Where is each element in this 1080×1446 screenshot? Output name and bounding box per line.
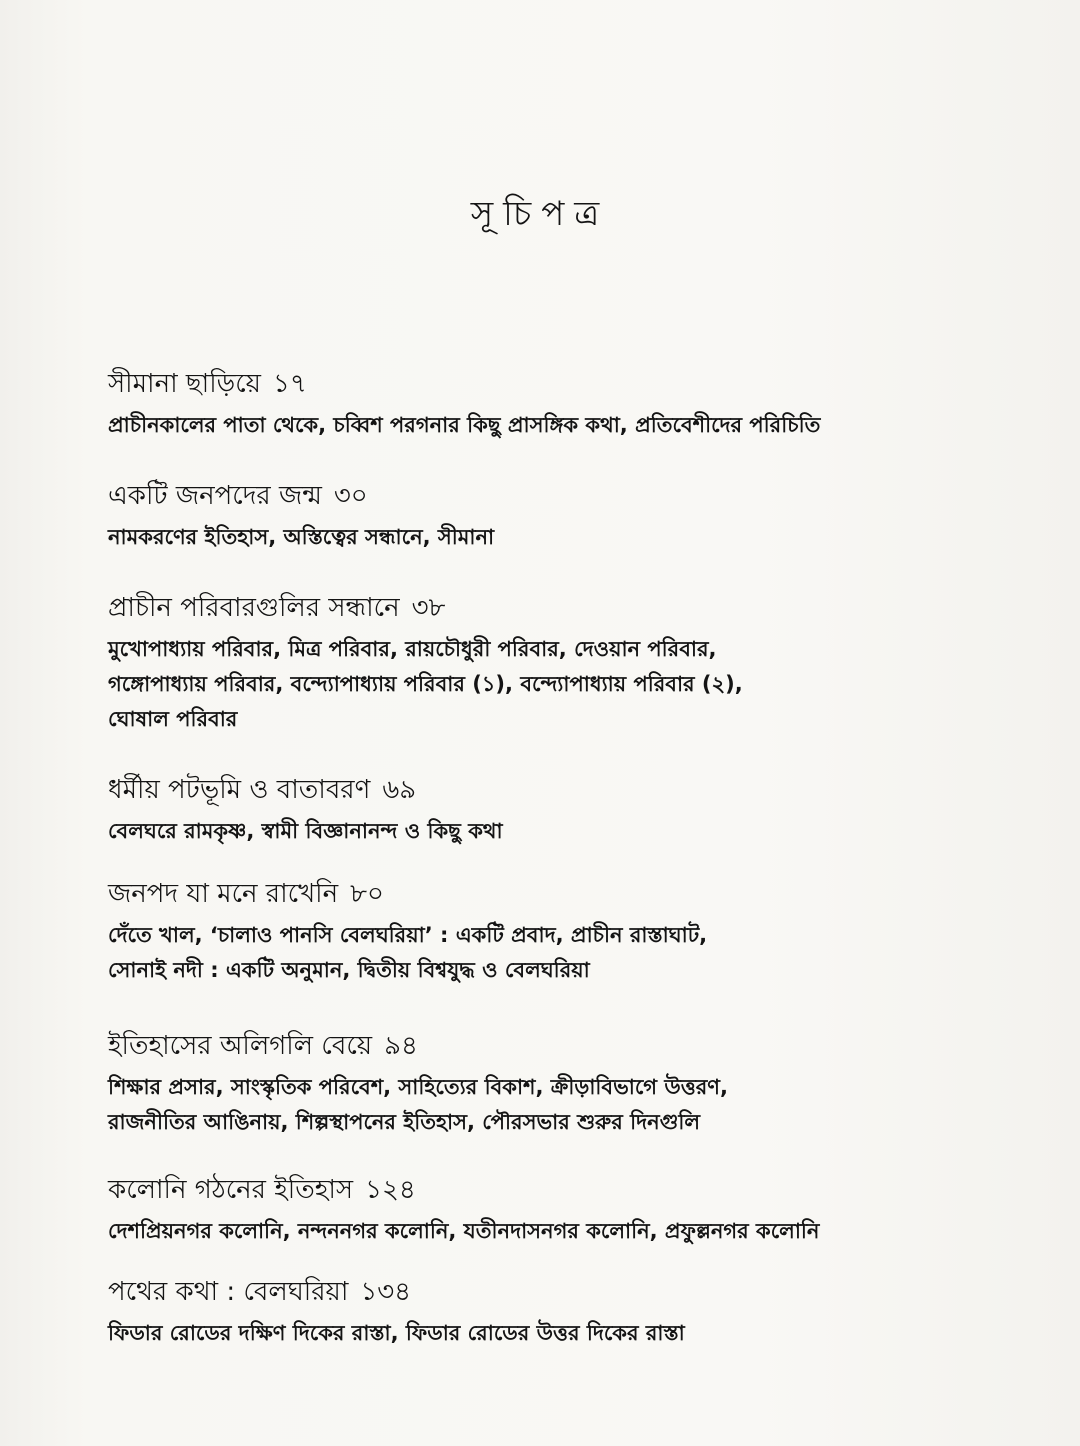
chapter-title: পথের কথা : বেলঘরিয়া [108, 1277, 349, 1307]
chapter-heading [108, 772, 1008, 808]
chapter-title: ধর্মীয় পটভূমি ও বাতাবরণ [108, 775, 371, 805]
chapter-heading [108, 590, 1008, 626]
subtopic-line: মুখোপাধ্যায় পরিবার, মিত্র পরিবার, রায়চৌধুরী পরিবার, দেওয়ান পরিবার, [108, 637, 717, 661]
chapter-page-number: ১৩৪ [360, 1277, 412, 1307]
chapter-page-number: ৬৯ [382, 775, 417, 805]
toc-entry [108, 590, 1008, 737]
chapter-title: একটি জনপদের জন্ম [108, 481, 322, 511]
subtopic-line: গঙ্গোপাধ্যায় পরিবার, বন্দ্যোপাধ্যায় পরিবার (১), বন্দ্যোপাধ্যায় পরিবার (২), [108, 672, 743, 696]
subtopic-line: ফিডার রোডের দক্ষিণ দিকের রাস্তা, ফিডার রোডের উত্তর দিকের রাস্তা [108, 1321, 685, 1345]
toc-entry [108, 772, 1008, 849]
chapter-subtopics [108, 408, 1008, 443]
page-title: সূচিপত্র [470, 194, 610, 234]
chapter-page-number: ৩৮ [411, 593, 446, 623]
subtopic-line: ঘোষাল পরিবার [108, 707, 238, 731]
chapter-subtopics [108, 814, 1008, 849]
chapter-title: প্রাচীন পরিবারগুলির সন্ধানে [108, 593, 400, 623]
subtopic-line: দেশপ্রিয়নগর কলোনি, নন্দননগর কলোনি, যতীনদাসনগর কলোনি, প্রফুল্লনগর কলোনি [108, 1219, 820, 1243]
toc-entry [108, 366, 1008, 443]
chapter-page-number: ১২৪ [365, 1175, 416, 1205]
chapter-subtopics [108, 632, 1008, 737]
toc-entry [108, 1172, 1008, 1249]
chapter-subtopics [108, 520, 1008, 555]
subtopic-line: বেলঘরে রামকৃষ্ণ, স্বামী বিজ্ঞানানন্দ ও কিছু কথা [108, 819, 503, 843]
chapter-heading [108, 1172, 1008, 1208]
subtopic-line: প্রাচীনকালের পাতা থেকে, চব্বিশ পরগনার কিছু প্রাসঙ্গিক কথা, প্রতিবেশীদের পরিচিতি [108, 413, 821, 437]
chapter-heading [108, 1274, 1008, 1310]
chapter-subtopics [108, 918, 1008, 988]
chapter-subtopics [108, 1070, 1008, 1140]
chapter-title: ইতিহাসের অলিগলি বেয়ে [108, 1031, 373, 1061]
toc-entry [108, 1028, 1008, 1140]
chapter-title: সীমানা ছাড়িয়ে [108, 369, 261, 399]
chapter-heading [108, 876, 1008, 912]
chapter-title: জনপদ যা মনে রাখেনি [108, 879, 339, 909]
subtopic-line: দেঁতে খাল, ‘চালাও পানসি বেলঘরিয়া’ : একটি প্রবাদ, প্রাচীন রাস্তাঘাট, [108, 923, 708, 947]
chapter-page-number: ৯৪ [384, 1031, 418, 1061]
chapter-page-number: ৮০ [350, 879, 384, 909]
toc-entry [108, 1274, 1008, 1351]
chapter-page-number: ১৭ [272, 369, 307, 399]
subtopic-line: রাজনীতির আঙিনায়, শিল্পস্থাপনের ইতিহাস, পৌরসভার শুরুর দিনগুলি [108, 1110, 700, 1134]
chapter-heading [108, 366, 1008, 402]
chapter-heading [108, 478, 1008, 514]
toc-entry [108, 478, 1008, 555]
chapter-heading [108, 1028, 1008, 1064]
toc-entry [108, 876, 1008, 988]
chapter-page-number: ৩০ [333, 481, 368, 511]
subtopic-line: সোনাই নদী : একটি অনুমান, দ্বিতীয় বিশ্বযুদ্ধ ও বেলঘরিয়া [108, 958, 590, 982]
subtopic-line: নামকরণের ইতিহাস, অস্তিত্বের সন্ধানে, সীমানা [108, 525, 495, 549]
subtopic-line: শিক্ষার প্রসার, সাংস্কৃতিক পরিবেশ, সাহিত্যের বিকাশ, ক্রীড়াবিভাগে উত্তরণ, [108, 1075, 728, 1099]
chapter-subtopics [108, 1316, 1008, 1351]
chapter-subtopics [108, 1214, 1008, 1249]
chapter-title: কলোনি গঠনের ইতিহাস [108, 1175, 354, 1205]
